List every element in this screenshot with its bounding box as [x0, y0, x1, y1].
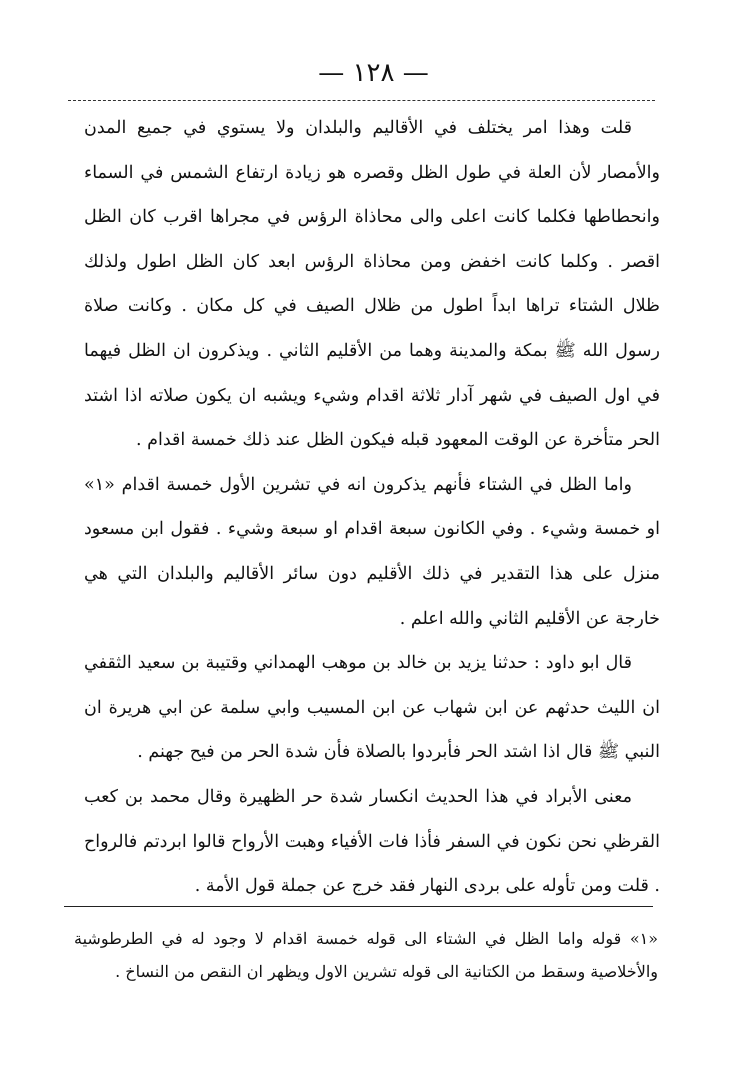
page-number: — ١٢٨ — [318, 58, 429, 88]
paragraph-1: قلت وهذا امر يختلف في الأقاليم والبلدان ولا يستوي في جميع المدن والأمصار لأن العلة في طول الظل وقصره هو زيادة ارتفاع الشمس في السماء وانحطاطها فكلما كانت اعلى والى محاذاة الرؤس في مجراها اقرب كان الظل اقصر . وكلما كانت اخفض ومن محاذاة الرؤس ابعد كان الظل اطول ولذلك ظلال الشتاء تراها ابداً اطول من ظلال الصيف في كل مكان . وكانت صلاة رسول الله ﷺ بمكة والمدينة وهما من الأقليم الثاني . ويذكرون ان الظل فيهما في اول الصيف في شهر آدار ثلاثة اقدام وشيء ويشبه ان يكون صلاته اذا اشتد الحر متأخرة عن الوقت المعهود قبله فيكون الظل عند ذلك خمسة اقدام . [84, 118, 660, 451]
footnote: «١» قوله واما الظل في الشتاء الى قوله خمسة اقدام لا وجود له في الطرطوشية والأخلاصية وسقط من الكتانية الى قوله تشرين الاول ويظهر ان النقص من النساخ . [74, 929, 658, 981]
paragraph-2: واما الظل في الشتاء فأنهم يذكرون انه في تشرين الأول خمسة اقدام «١» او خمسة وشيء . وفي الكانون سبعة اقدام او سبعة وشيء . فقول ابن مسعود منزل على هذا التقدير في ذلك الأقليم دون سائر الأقاليم والبلدان التي هي خارجة عن الأقليم الثاني والله اعلم . [84, 474, 660, 629]
paragraph-3: قال ابو داود : حدثنا يزيد بن خالد بن موهب الهمداني وقتيبة بن سعيد الثقفي ان الليث حدثهم عن ابن شهاب عن ابن المسيب وابي سلمة عن ابي هريرة ان النبي ﷺ قال اذا اشتد الحر فأبردوا بالصلاة فأن شدة الحر من فيح جهنم . [84, 653, 660, 763]
main-text [84, 106, 660, 909]
header-divider [68, 100, 655, 101]
paragraph-4: معنى الأبراد في هذا الحديث انكسار شدة حر الظهيرة وقال محمد بن كعب القرظي نحن نكون في السفر فأذا فات الأفياء وهبت الأرواح قالوا ابردتم فالرواح . قلت ومن تأوله على بردى النهار فقد خرج عن جملة قول الأمة . [84, 786, 660, 897]
footnote-divider [64, 906, 653, 907]
